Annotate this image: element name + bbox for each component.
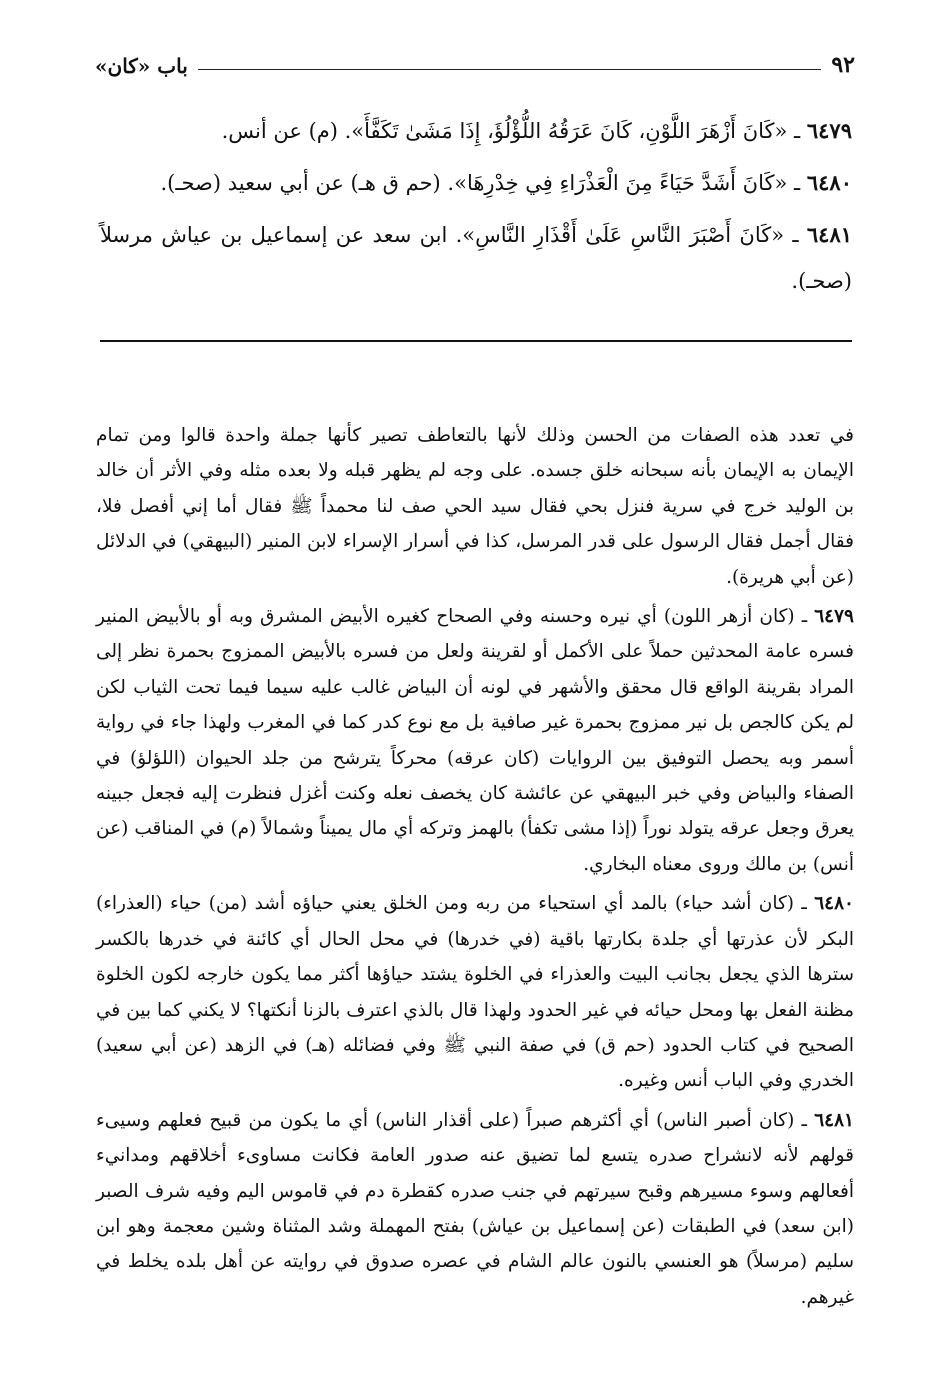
commentary-paragraph: ٦٤٨٠ ـ (كان أشد حياء) بالمد أي استحياء من ربه ومن الخلق يعني حياؤه أشد (من) حياء (العذراء) البكر لأن عذرتها أي جلدة بكارتها باقية (في خدرها) في محل الحال أي كائنة في خدرها بالكسر سترها الذي يجعل بجانب البيت والعذراء في الخلوة يشتد حياؤها أكثر مما يكون خارجه لكون الخلوة مظنة الفعل بها ومحل حيائه في غير الحدود ولهذا قال بالذي اعترف بالزنا أنكتها؟ لا يكني كما بين في الصحيح في كتاب الحدود (حم ق) في صفة النبي ﷺ وفي فضائله (هـ) في الزهد (عن أبي سعيد) الخدري وفي الباب أنس وغيره. bbox=[96, 893, 854, 1092]
hadith-number: ٦٤٧٩ bbox=[806, 118, 852, 143]
commentary-text: (كان أزهر اللون) أي نيره وحسنه وفي الصحاح كغيره الأبيض المشرق وبه أو بالأبيض المنير فسره عامة المحدثين حملاً على الأكمل أو لقرينة ولعل من فسره بالأبيض الممزوج بحمرة نظر إلى المراد بقرينة الواقع قال محقق والأشهر في لونه أن البياض غالب عليه سيما فيما تحت الثياب لكن لم يكن كالجص بل نير ممزوج بحمرة غير صافية بل مع نوع كدر كما في المغرب ولهذا جاء في رواية أسمر وبه يحصل التوفيق بين الروايات (كان عرقه) محركاً يترشح من جلد الحيوان (اللؤلؤ) في الصفاء والبياض وفي خبر البيهقي عن عائشة كان يخصف نعله وكنت أغزل فنظرت إليه فجعل جبينه يعرق وجعل عرقه يتولد نوراً (إذا مشى تكفأ) بالهمز وتركه أي مال يميناً وشمالاً (م) في المناقب (عن أنس) بن مالك وروى معناه البخاري. bbox=[96, 606, 854, 875]
hadith-text: «كَانَ أَشَدَّ حَيَاءً مِنَ الْعَذْرَاءِ فِي خِدْرِهَا». (حم ق هـ) عن أبي سعيد (صحـ). bbox=[160, 171, 788, 195]
section-divider bbox=[100, 340, 852, 342]
hadith-text: «كَانَ أَصْبَرَ النَّاسِ عَلَىٰ أَقْذَارِ النَّاسِ». ابن سعد عن إسماعيل بن عياش مرسلاً (صحـ). bbox=[100, 223, 852, 293]
hadith-entry: ٦٤٧٩ ـ «كَانَ أَزْهَرَ اللَّوْنِ، كَانَ عَرَقُهُ اللُّؤْلُؤَ، إِذَا مَشَىٰ تَكَفَّأَ». (م) عن أنس. bbox=[221, 118, 852, 143]
page-header bbox=[95, 42, 855, 78]
commentary-text: في تعدد هذه الصفات من الحسن وذلك لأنها بالتعاطف تصير كأنها جملة واحدة قالوا ومن تمام الإيمان به الإيمان بأنه سبحانه خلق جسده. على وجه لم يظهر قبله ولا بعده مثله وفي الأثر أن خالد بن الوليد خرج في سرية فنزل بحي فقال سيد الحي صف لنا محمداً ﷺ فقال أما إني أفصل فلا، فقال أجمل فقال الرسول على قدر المرسل، كذا في أسرار الإسراء لابن المنير (البيهقي) في الدلائل (عن أبي هريرة). bbox=[96, 425, 854, 588]
commentary-number: ٦٤٨١ bbox=[814, 1109, 854, 1131]
page-number: ٩٢ bbox=[831, 52, 855, 78]
hadith-entry: ٦٤٨٠ ـ «كَانَ أَشَدَّ حَيَاءً مِنَ الْعَذْرَاءِ فِي خِدْرِهَا». (حم ق هـ) عن أبي سعيد (صحـ). bbox=[160, 170, 852, 195]
commentary-section bbox=[96, 418, 854, 1319]
commentary-paragraph: ٦٤٨١ ـ (كان أصبر الناس) أي أكثرهم صبراً (على أقذار الناس) أي ما يكون من قبيح فعلهم وسيىء قولهم لأنه لانشراح صدره يتسع لما تضيق عنه صدور العامة فكانت مساوىء أخلاقهم ومدانيء أفعالهم وسوء مسيرهم وقبح سيرتهم في جنب صدره كقطرة دم في قاموس اليم وفيه شرف الصبر (ابن سعد) في الطبقات (عن إسماعيل بن عياش) بفتح المهملة وشد المثناة وشين معجمة وهو ابن سليم (مرسلاً) هو العنسي بالنون عالم الشام في عصره صدوق في روايته عن أهل بلده يخلط في غيرهم. bbox=[96, 1109, 854, 1308]
hadith-entry: ٦٤٨١ ـ «كَانَ أَصْبَرَ النَّاسِ عَلَىٰ أَقْذَارِ النَّاسِ». ابن سعد عن إسماعيل بن عياش مرسلاً (صحـ). bbox=[100, 222, 853, 293]
header-rule bbox=[198, 69, 822, 70]
commentary-number: ٦٤٨٠ bbox=[814, 893, 854, 915]
commentary-text: (كان أصبر الناس) أي أكثرهم صبراً (على أقذار الناس) أي ما يكون من قبيح فعلهم وسيىء قولهم لأنه لانشراح صدره يتسع لما تضيق عنه صدور العامة فكانت مساوىء أخلاقهم ومدانيء أفعالهم وسوء مسيرهم وقبح سيرتهم في جنب صدره كقطرة دم في قاموس اليم وفيه شرف الصبر (ابن سعد) في الطبقات (عن إسماعيل بن عياش) بفتح المهملة وشد المثناة وشين معجمة وهو ابن سليم (مرسلاً) هو العنسي بالنون عالم الشام في عصره صدوق في روايته عن أهل بلده يخلط في غيرهم. bbox=[96, 1109, 854, 1308]
commentary-paragraph bbox=[96, 418, 854, 595]
commentary-text: (كان أشد حياء) بالمد أي استحياء من ربه ومن الخلق يعني حياؤه أشد (من) حياء (العذراء) البكر لأن عذرتها أي جلدة بكارتها باقية (في خدرها) في محل الحال أي كائنة في خدرها بالكسر سترها الذي يجعل بجانب البيت والعذراء في الخلوة يشتد حياؤها أكثر مما يكون خارجه لكون الخلوة مظنة الفعل بها ومحل حيائه في غير الحدود ولهذا قال بالذي اعترف بالزنا أنكتها؟ لا يكني كما بين في الصحيح في كتاب الحدود (حم ق) في صفة النبي ﷺ وفي فضائله (هـ) في الزهد (عن أبي سعيد) الخدري وفي الباب أنس وغيره. bbox=[96, 893, 854, 1092]
commentary-paragraph: ٦٤٧٩ ـ (كان أزهر اللون) أي نيره وحسنه وفي الصحاح كغيره الأبيض المشرق وبه أو بالأبيض المنير فسره عامة المحدثين حملاً على الأكمل أو لقرينة ولعل من فسره بالأبيض الممزوج بحمرة نظر إلى المراد بقرينة الواقع قال محقق والأشهر في لونه أن البياض غالب عليه سيما فيما تحت الثياب لكن لم يكن كالجص بل نير ممزوج بحمرة غير صافية بل مع نوع كدر كما في المغرب ولهذا جاء في رواية أسمر وبه يحصل التوفيق بين الروايات (كان عرقه) محركاً يترشح من جلد الحيوان (اللؤلؤ) في الصفاء والبياض وفي خبر البيهقي عن عائشة كان يخصف نعله وكنت أغزل فنظرت إليه فجعل جبينه يعرق وجعل عرقه يتولد نوراً (إذا مشى تكفأ) بالهمز وتركه أي مال يميناً وشمالاً (م) في المناقب (عن أنس) بن مالك وروى معناه البخاري. bbox=[96, 606, 854, 875]
chapter-title: باب «كان» bbox=[95, 54, 188, 78]
commentary-number: ٦٤٧٩ bbox=[814, 606, 854, 628]
hadith-number: ٦٤٨١ bbox=[806, 222, 853, 247]
hadith-text: «كَانَ أَزْهَرَ اللَّوْنِ، كَانَ عَرَقُهُ اللُّؤْلُؤَ، إِذَا مَشَىٰ تَكَفَّأَ». (م) عن أنس. bbox=[221, 119, 788, 143]
hadith-number: ٦٤٨٠ bbox=[806, 170, 852, 195]
